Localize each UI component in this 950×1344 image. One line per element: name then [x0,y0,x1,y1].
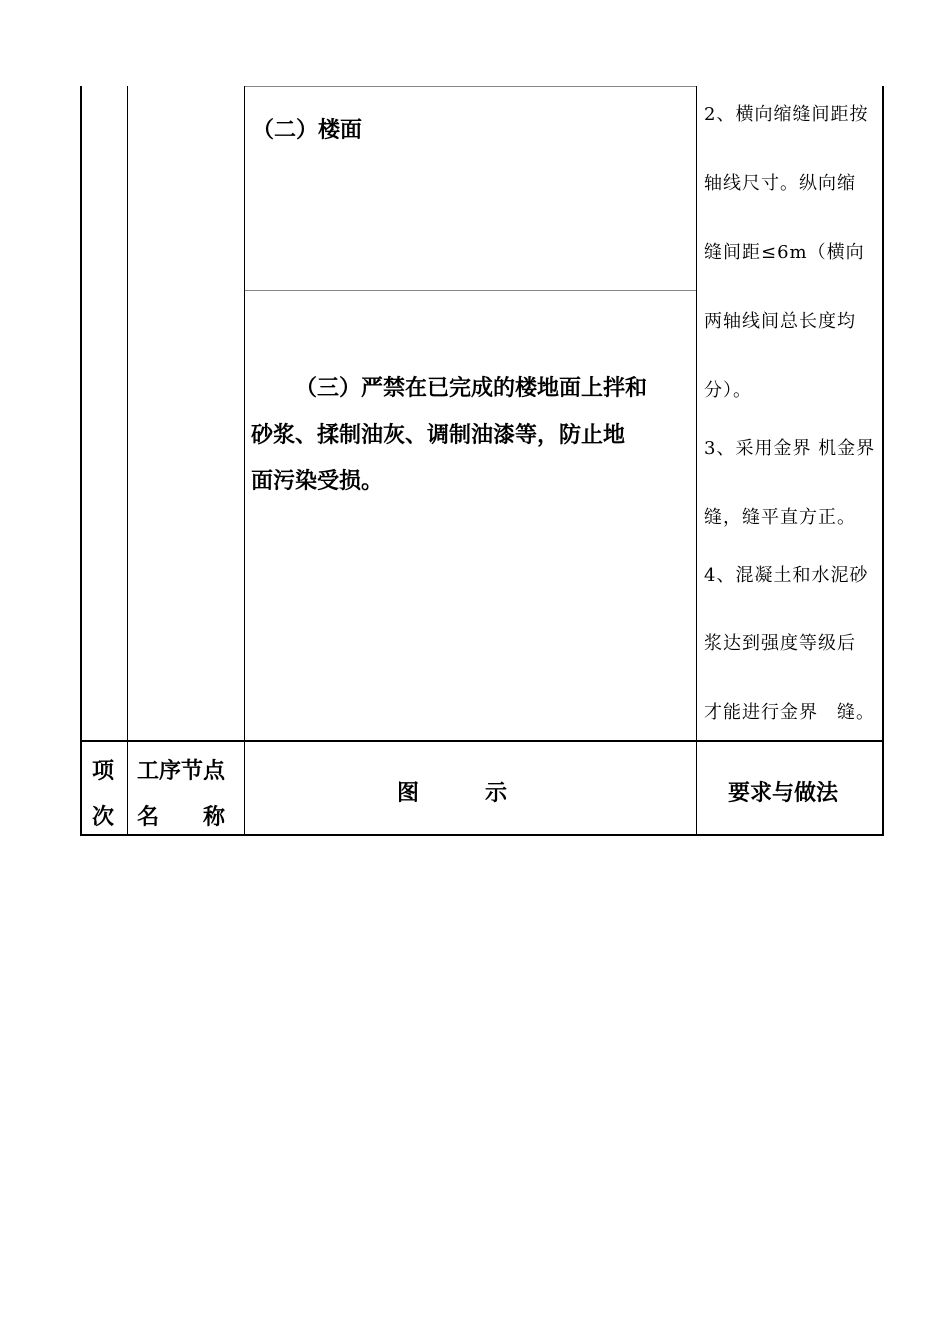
column-divider-2 [244,86,245,836]
column-divider-1 [127,86,128,836]
header-process-label-bottom: 名 称 [137,805,226,830]
requirement-line-7: 缝，缝平直方正。 [704,507,856,528]
requirement-line-4: 两轴线间总长度均 [704,311,856,332]
header-item-label-bottom: 次 [92,805,115,830]
header-row-top-border [80,740,884,742]
header-method-label: 要求与做法 [728,781,839,806]
requirement-line-6: 3、采用金界 机金界 [704,438,876,459]
protection-line-3: 面污染受损。 [251,469,384,494]
header-diagram-label: 图 示 [397,781,508,806]
table-left-border [80,86,82,836]
protection-line-1: （三）严禁在已完成的楼地面上拌和 [295,376,648,401]
column-divider-3 [696,86,697,836]
header-item-label-top: 项 [92,759,115,784]
cell-divider [245,290,696,291]
protection-line-2: 砂浆、揉制油灰、调制油漆等，防止地 [251,423,626,448]
table-right-border [882,86,884,836]
requirement-line-1: 2、横向缩缝间距按 [704,104,869,125]
requirement-line-3: 缝间距≤6m（横向 [704,242,865,263]
requirement-line-2: 轴线尺寸。纵向缩 [704,173,856,194]
table-top-border [245,86,696,87]
requirement-line-9: 浆达到强度等级后 [704,633,856,654]
header-process-label-top: 工序节点 [137,759,226,784]
requirement-line-10: 才能进行金界 缝。 [704,702,875,723]
requirement-line-5: 分）。 [704,380,752,401]
requirement-line-8: 4、混凝土和水泥砂 [704,565,869,586]
table-bottom-border [80,834,884,836]
floor-section-heading: （二）楼面 [252,118,363,143]
